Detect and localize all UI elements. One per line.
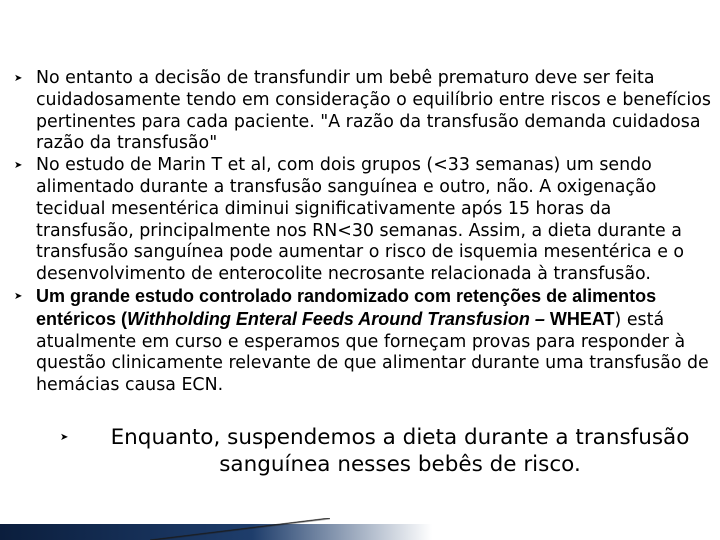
bullet-marker-icon: ➤ [14,73,23,84]
bullet-text-wheat-bold: Um grande estudo controlado randomizado com retenções de alimentos entéricos ( [36,285,657,329]
bullet-marker-icon: ➤ [60,432,69,443]
bullet-text-decision: No entanto a decisão de transfundir um bebê prematuro deve ser feita cuidadosamente tendo em consideração o equilíbrio entre riscos e benefícios pertinentes para cada paciente. "A razão da transfusão demanda cuidadosa razão da transfusão" [36,68,711,154]
bullet-list [14,68,714,397]
sub-bullet [60,424,710,478]
bullet-text-wheat-acronym: WHEAT [544,308,615,329]
bullet-item-study [14,155,714,286]
bullet-item-wheat [14,286,714,397]
bullet-text-wheat-italic: Withholding Enteral Feeds Around Transfusion – [127,308,545,329]
bullet-text-study: No estudo de Marin T et al, com dois grupos (<33 semanas) um sendo alimentado durante a transfusão sanguínea e outro, não. A oxigenação tecidual mesentérica diminui significativamente após 15 horas da transfusão, principalmente nos RN<30 semanas. Assim, a dieta durante a transfusão sanguínea pode aumentar o risco de isquemia mesentérica e o desenvolvimento de enterocolite necrosante relacionada à transfusão. [36,155,685,285]
bullet-marker-icon: ➤ [14,290,23,302]
bullet-item-decision [14,68,714,155]
bullet-text-wheat-normal: ) está atualmente em curso e esperamos que forneçam provas para responder à questão clinicamente relevante de que alimentar durante uma transfusão de hemácias causa ECN. [36,309,709,396]
footer-decorative-stripe [150,518,330,540]
bullet-marker-icon: ➤ [14,160,23,172]
footer-decorative-bar [0,524,720,540]
sub-bullet-text: Enquanto, suspendemos a dieta durante a transfusão sanguínea nesses bebês de risco. [110,425,690,477]
